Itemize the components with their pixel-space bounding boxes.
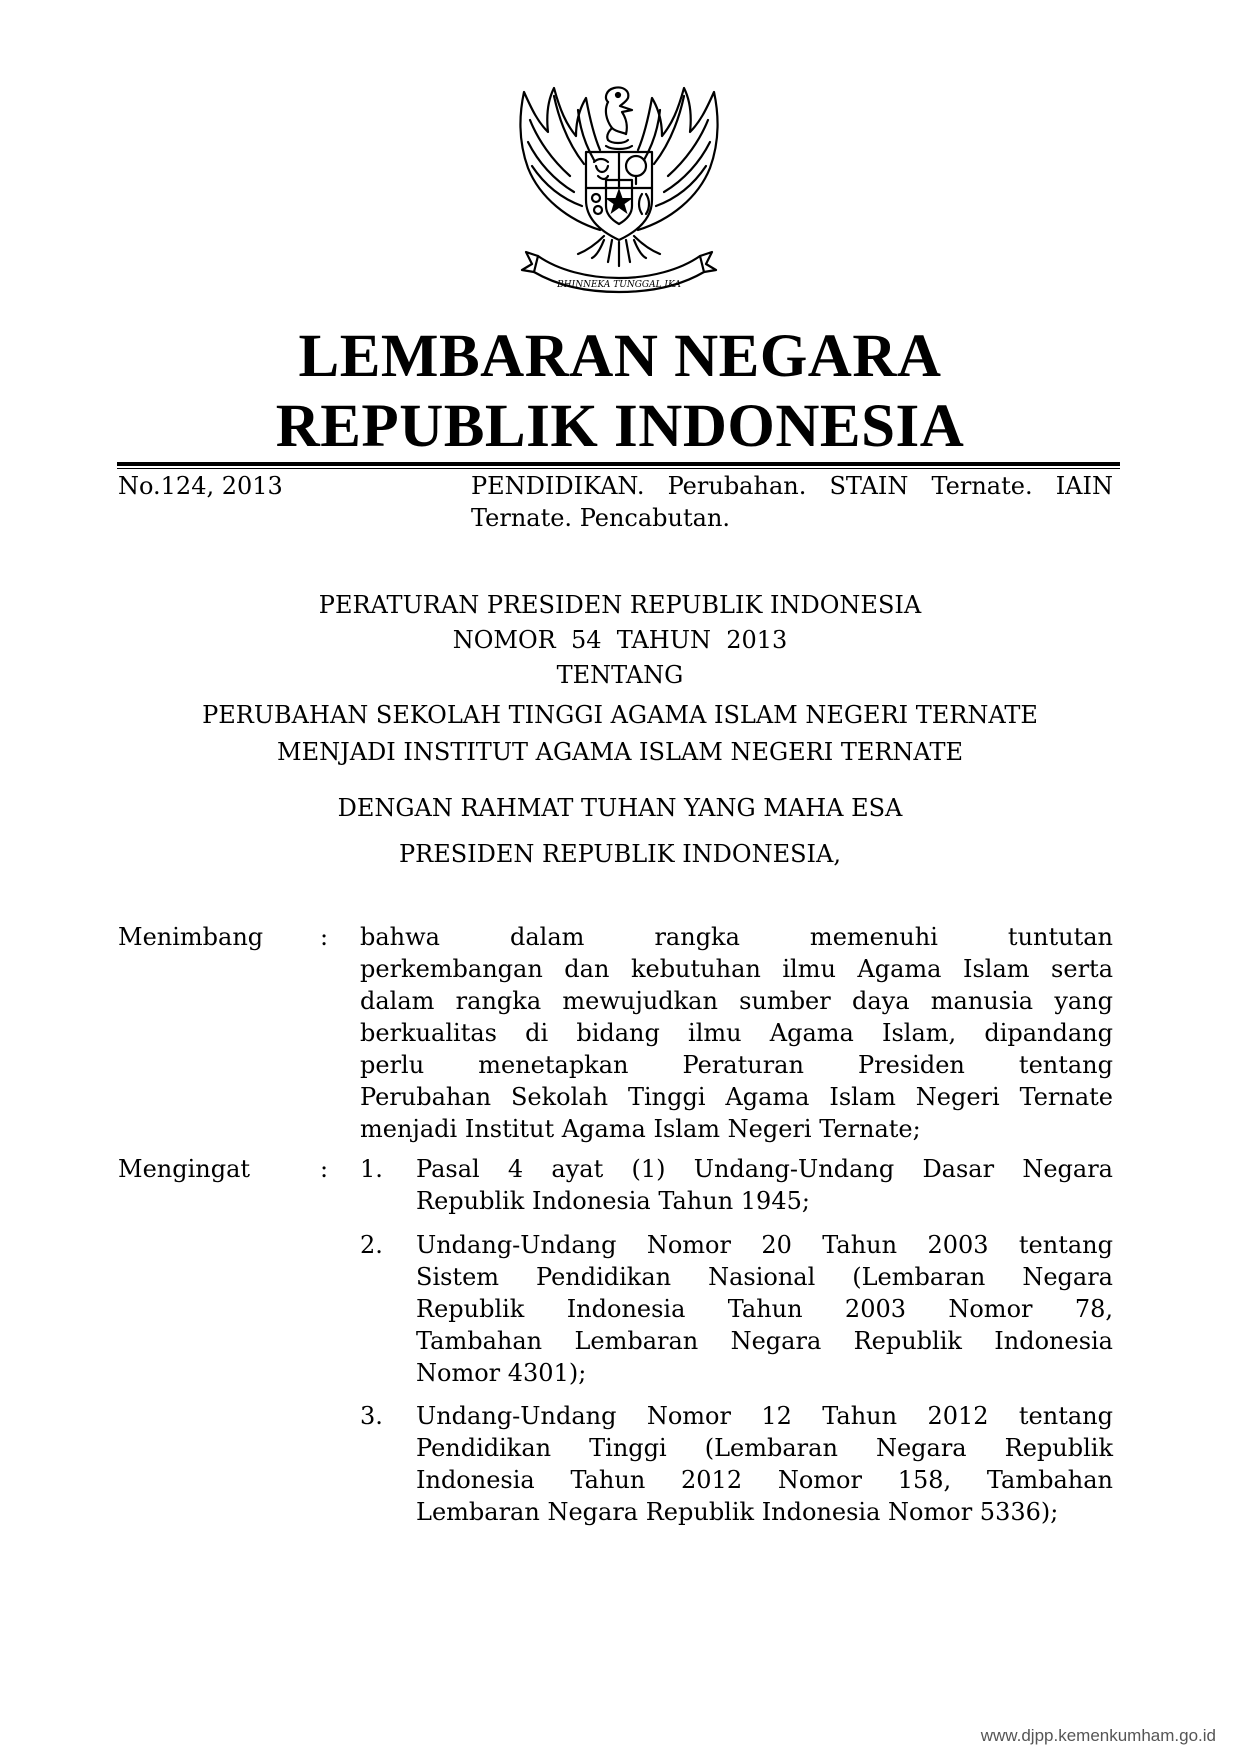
mengingat-item-line: Lembaran Negara Republik Indonesia Nomor 5336); bbox=[416, 1498, 1059, 1526]
mengingat-item-line: Pendidikan Tinggi (Lembaran Negara Republik bbox=[416, 1434, 1113, 1462]
regulation-type: PERATURAN PRESIDEN REPUBLIK INDONESIA bbox=[318, 591, 922, 619]
mengingat-item-line: Nomor 4301); bbox=[416, 1359, 587, 1387]
mengingat-label: Mengingat bbox=[118, 1155, 251, 1183]
footer-url: www.djpp.kemenkumham.go.id bbox=[980, 1726, 1216, 1745]
menimbang-colon: : bbox=[320, 923, 329, 951]
menimbang-line: dalam rangka mewujudkan sumber daya manusia yang bbox=[360, 987, 1113, 1015]
issuer: PRESIDEN REPUBLIK INDONESIA, bbox=[398, 840, 841, 868]
issue-number: No.124, 2013 bbox=[118, 472, 283, 500]
menimbang-line: perlu menetapkan Peraturan Presiden tentang bbox=[360, 1051, 1113, 1079]
mengingat-item-line: Pasal 4 ayat (1) Undang-Undang Dasar Negara bbox=[416, 1155, 1113, 1183]
mengingat-item-number: 3. bbox=[360, 1402, 383, 1430]
mengingat-item-line: Tambahan Lembaran Negara Republik Indonesia bbox=[416, 1327, 1113, 1355]
mengingat-item-line: Republik Indonesia Tahun 2003 Nomor 78, bbox=[416, 1295, 1113, 1323]
masthead-title-line1: LEMBARAN NEGARA bbox=[298, 323, 942, 390]
mengingat-item bbox=[416, 1229, 1113, 1389]
mengingat-colon: : bbox=[320, 1155, 329, 1183]
masthead-title-line2: REPUBLIK INDONESIA bbox=[275, 393, 965, 460]
issue-subject-line: PENDIDIKAN. Perubahan. STAIN Ternate. IAIN bbox=[471, 472, 1113, 500]
issue-subject bbox=[471, 470, 1113, 534]
masthead-divider-thin bbox=[117, 468, 1120, 469]
menimbang-line: perkembangan dan kebutuhan ilmu Agama Islam serta bbox=[360, 955, 1113, 983]
menimbang-text bbox=[360, 921, 1113, 1145]
invocation: DENGAN RAHMAT TUHAN YANG MAHA ESA bbox=[337, 794, 903, 822]
menimbang-line: bahwa dalam rangka memenuhi tuntutan bbox=[360, 923, 1113, 951]
regulation-number: NOMOR 54 TAHUN 2013 bbox=[452, 626, 788, 654]
emblem-motto: BHINNEKA TUNGGAL IKA bbox=[557, 280, 681, 290]
mengingat-item bbox=[416, 1153, 1113, 1217]
mengingat-item-number: 1. bbox=[360, 1155, 383, 1183]
issue-subject-line: Ternate. Pencabutan. bbox=[471, 504, 731, 532]
menimbang-line: berkualitas di bidang ilmu Agama Islam, dipandang bbox=[360, 1019, 1113, 1047]
mengingat-item-line: Undang-Undang Nomor 20 Tahun 2003 tentang bbox=[416, 1231, 1113, 1259]
menimbang-line: Perubahan Sekolah Tinggi Agama Islam Negeri Ternate bbox=[360, 1083, 1113, 1111]
mengingat-item-number: 2. bbox=[360, 1231, 383, 1259]
regulation-title-line1: PERUBAHAN SEKOLAH TINGGI AGAMA ISLAM NEGERI TERNATE bbox=[202, 701, 1038, 729]
regulation-title-line2: MENJADI INSTITUT AGAMA ISLAM NEGERI TERNATE bbox=[277, 738, 963, 766]
masthead-divider bbox=[117, 462, 1120, 466]
mengingat-item-line: Indonesia Tahun 2012 Nomor 158, Tambahan bbox=[416, 1466, 1113, 1494]
mengingat-item bbox=[416, 1400, 1113, 1528]
mengingat-item-line: Republik Indonesia Tahun 1945; bbox=[416, 1187, 810, 1215]
mengingat-item-line: Sistem Pendidikan Nasional (Lembaran Negara bbox=[416, 1263, 1113, 1291]
garuda-emblem-icon bbox=[508, 80, 730, 298]
menimbang-label: Menimbang bbox=[118, 923, 264, 951]
mengingat-item-line: Undang-Undang Nomor 12 Tahun 2012 tentang bbox=[416, 1402, 1113, 1430]
menimbang-line: menjadi Institut Agama Islam Negeri Ternate; bbox=[360, 1115, 921, 1143]
regulation-about: TENTANG bbox=[556, 661, 684, 689]
